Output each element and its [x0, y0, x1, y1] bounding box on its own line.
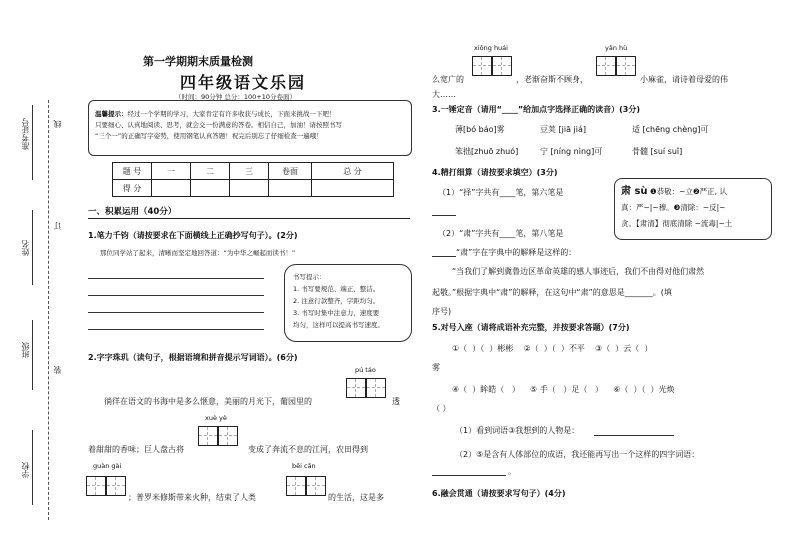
q2-line-2a: 着甜甜的香味；巨人盘古将 — [88, 445, 184, 454]
q1-write-line[interactable] — [88, 312, 264, 313]
section-1-title: 一、积累运用（40分） — [88, 207, 177, 217]
q2-line-1b: 透 — [392, 397, 400, 406]
binding-margin — [0, 0, 60, 560]
q1-sentence: 那位同学站了起来，清晰而坚定地回答道：“为中华之崛起而读书！” — [100, 249, 296, 257]
notice-line-2: 只要细心、认真地阅读、思考，就会交一份满意的答卷。相信自己，加油！请按照书写 — [95, 121, 342, 129]
q5-row-2[interactable]: ④（ ）眸皓（ ） ⑤ 手（ ）足（ ） ⑥（ ）（ ）光焕 — [452, 385, 675, 394]
name-label: 姓名 — [21, 240, 30, 256]
q4-line-1: （1）“择”字共有____笔，第六笔是 — [438, 188, 564, 197]
answer-grid-yanhu[interactable] — [596, 56, 636, 76]
seal-char-line: 线 — [53, 120, 62, 128]
score-cell[interactable] — [230, 180, 269, 197]
score-header-cell: 三 — [230, 163, 269, 180]
q2-line-1a: 徜徉在语文的书海中是多么惬意，美丽的月光下，葡园里的 — [104, 397, 312, 406]
tip-2: 2. 注意行款整齐，字距均匀。 — [293, 297, 380, 305]
q1-write-line[interactable] — [88, 278, 264, 279]
q4-line-3: “肃”字在字典中的解释是这样的： — [456, 248, 577, 257]
score-header-cell: 二 — [191, 163, 230, 180]
notice-label: 温馨提示： — [95, 110, 128, 118]
q5-sub-1: （1）看到词语③我想到的人物是： — [455, 426, 580, 435]
q3-item[interactable]: 豆荚 [jiā jiá] — [540, 125, 587, 134]
notice-scroll — [88, 100, 412, 156]
q5-sub-2: （2）⑤是含有人体部位的成语，我还能再写出一个这样的四字词语： — [455, 450, 700, 459]
exam-meta: （时间：90分钟 总分：100+10分卷面） — [175, 93, 296, 101]
score-header-cell: 卷面 — [269, 163, 312, 180]
tip-3: 3. 书写时集中注意力，速度要 — [293, 309, 380, 317]
q5-row-2b: （ ） — [432, 404, 451, 413]
tip-4: 均匀，这样可以提高书写速度。 — [293, 321, 384, 329]
pinyin-beican: bēi cǎn — [292, 462, 316, 470]
q1-write-line[interactable] — [88, 295, 264, 296]
seal-char-pack: 装 — [53, 366, 62, 374]
answer-grid-xueye[interactable] — [198, 426, 238, 446]
q3-item[interactable]: 适 [chēng chèng]可 — [632, 125, 709, 134]
q2-cont-c: 小麻雀，请诗着母爱的伟 — [640, 75, 728, 84]
q4-para-2: 起敬。”根据字典中“肃”的解释，在这句中“肃”的意思是_______。(填 — [432, 288, 672, 297]
pinyin-xionghuai: xiōng huái — [474, 44, 508, 52]
score-cell[interactable] — [152, 180, 191, 197]
answer-grid-xionghuai[interactable] — [472, 56, 512, 76]
class-label: 班级 — [21, 342, 30, 358]
seal-char-bind: 订 — [53, 222, 62, 230]
q3-item[interactable]: 骨髓 [suí suǐ] — [632, 147, 683, 156]
q2-line-3a: ；普罗米修斯带来火种，结束了人类 — [128, 493, 256, 502]
score-cell[interactable] — [269, 180, 312, 197]
pinyin-guangai: guàn gài — [93, 462, 122, 470]
q4-answer-line[interactable] — [432, 256, 456, 257]
dict-def-2: 真：严~|~穆。❸清除：~反|~ — [621, 203, 726, 212]
binding-dash-line — [48, 100, 49, 520]
q3-item[interactable]: 宁 [níng nìng]可 — [540, 147, 603, 156]
q5-sub-2-end: 。 — [508, 467, 516, 476]
q3-item[interactable]: 笨拙[zhuō zhuó] — [455, 147, 519, 156]
exam-number-label: 准考证号 — [21, 118, 30, 150]
pinyin-xueye: xuè yè — [205, 414, 227, 422]
dict-char: 肃 sù — [621, 186, 648, 197]
pinyin-putao: pú táo — [355, 366, 376, 374]
q2-line-3b: 的生活，这是多 — [328, 493, 384, 502]
school-label: 学校 — [21, 462, 30, 478]
q2-cont-d: 大…… — [432, 90, 456, 99]
pinyin-yanhu: yǎn hù — [605, 44, 628, 52]
q4-line-2: （2）“肃”字共有____笔，第八笔是 — [438, 229, 564, 238]
q2-cont-b: ，老渐奋斯不顾身， — [516, 75, 588, 84]
q1-tips-bubble — [284, 264, 412, 342]
score-cell[interactable] — [312, 180, 394, 197]
q2-cont-a: 么宽广的 — [432, 75, 464, 84]
answer-grid-putao[interactable] — [346, 378, 386, 398]
answer-grid-guangai[interactable] — [86, 476, 126, 496]
q5-row-1b: 雾 — [432, 363, 440, 372]
dict-def-3: 贪。【肃清】彻底清除 ~流毒|~土 — [621, 219, 733, 228]
answer-grid-beican[interactable] — [286, 476, 326, 496]
q4-title: 4.精打细算（请按要求填空）(3分) — [432, 168, 558, 177]
q4-para-3: 序号) — [432, 307, 452, 316]
q5-answer-line[interactable] — [594, 435, 674, 436]
tips-title: 书写提示： — [293, 273, 326, 281]
q3-title: 3.一锤定音（请用“____”给加点字选择正确的读音）(3分) — [432, 105, 640, 114]
dictionary-entry-box — [614, 178, 772, 240]
q5-row-1[interactable]: ①（ ）（ ）彬彬 ②（ ）（ ）不平 ③（ ）云（ ） — [452, 344, 653, 353]
notice-line-3: “三个一”的正确写字姿势，使用钢笔认真答题！祝完后别忘了仔细检查一遍哦！ — [95, 132, 323, 140]
score-header-cell: 总 分 — [312, 163, 394, 180]
exam-title: 四年级语文乐园 — [180, 73, 307, 92]
q1-write-line[interactable] — [88, 329, 264, 330]
score-cell[interactable] — [191, 180, 230, 197]
q4-para-1: “当我们了解到冀鲁边区革命英雄的感人事迹后，我们不由得对他们肃然 — [452, 267, 705, 276]
q4-answer-line[interactable] — [432, 215, 456, 216]
q6-title: 6.融会贯通（请按要求写句子）(4分) — [432, 489, 566, 498]
q1-title: 1.笔力千钧（请按要求在下面横线上正确抄写句子）。(2分) — [88, 231, 298, 240]
tip-1: 1. 书写要规范、端正、整洁。 — [293, 285, 380, 293]
exam-subtitle: 第一学期期末质量检测 — [143, 55, 253, 68]
q5-title: 5.对号入座（请将成语补充完整，并按要求答题）(7分) — [432, 323, 630, 332]
q2-title: 2.字字珠玑（读句子，根据语境和拼音提示写词语）。(6分) — [88, 353, 298, 362]
q2-line-2b: 变成了奔流不息的江河，农田得到 — [248, 445, 368, 454]
score-row-label: 得 分 — [113, 180, 152, 197]
q3-item[interactable]: 薄[bó báo]雾 — [455, 125, 505, 134]
score-header-cell: 题 号 — [113, 163, 152, 180]
q5-answer-line[interactable] — [432, 475, 506, 476]
score-table — [112, 162, 394, 197]
dict-def-1: ❶恭敬：~立❷严正, 认 — [649, 187, 727, 196]
score-header-cell: 一 — [152, 163, 191, 180]
notice-line-1: 经过一个学期的学习，大家肯定有许多收获与成长，下面来挑战一下吧！ — [127, 110, 336, 118]
